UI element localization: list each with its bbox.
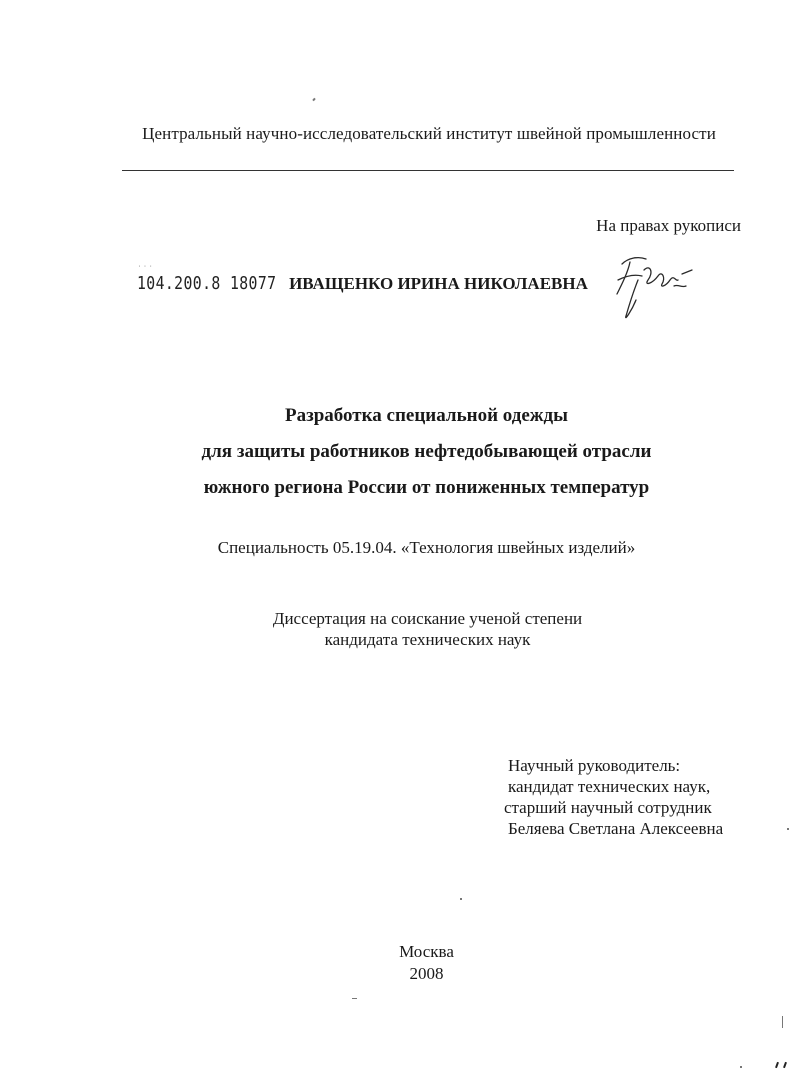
advisor-line: Научный руководитель: [508, 756, 681, 775]
author-row [137, 273, 588, 303]
dissertation-title [0, 398, 793, 506]
degree-line: Диссертация на соискание ученой степени [272, 609, 583, 628]
author-signature [608, 250, 703, 322]
scan-speck [783, 1062, 787, 1068]
title-line: для защиты работников нефтедобывающей отрасли [201, 441, 652, 462]
scan-speck [775, 1062, 779, 1068]
city-year [0, 941, 793, 985]
scan-speck [312, 98, 315, 102]
scan-speck [787, 828, 789, 830]
institute-name: Центральный научно-исследовательский институт швейной промышленности [142, 124, 716, 143]
degree-statement [0, 608, 793, 650]
year: 2008 [409, 964, 444, 983]
specialty: Специальность 05.19.04. «Технология швейных изделий» [217, 538, 636, 557]
advisor-line: старший научный сотрудник [504, 798, 712, 817]
rights-note: На правах рукописи [596, 216, 741, 235]
city: Москва [399, 942, 454, 961]
stamp-dots: ˙˙˙ [138, 264, 155, 273]
scan-speck [460, 898, 462, 900]
title-line: южного региона России от пониженных температур [203, 477, 650, 498]
advisor-line: кандидат технических наук, [508, 777, 711, 796]
scientific-advisor [502, 755, 723, 839]
divider-line [122, 170, 734, 171]
title-line: Разработка специальной одежды [285, 405, 568, 426]
author-name: ИВАЩЕНКО ИРИНА НИКОЛАЕВНА [289, 273, 588, 293]
degree-line: кандидата технических наук [324, 630, 531, 649]
scan-speck [740, 1066, 742, 1068]
library-stamp: 104.200.8 18077 [137, 273, 277, 294]
scan-speck [352, 998, 357, 999]
advisor-line: Беляева Светлана Алексеевна [508, 819, 724, 838]
scan-speck [782, 1016, 783, 1028]
